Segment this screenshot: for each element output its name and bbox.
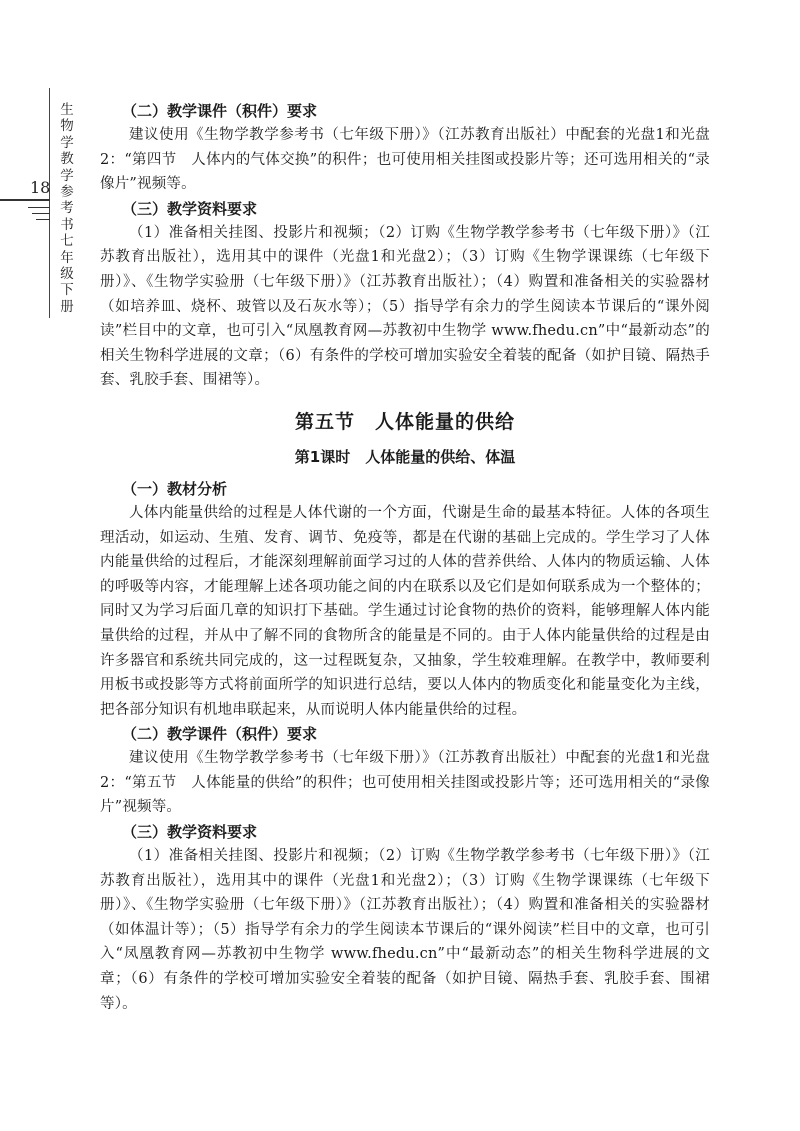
- heading-analysis: （一）教材分析: [122, 479, 228, 498]
- running-head-char: 册: [60, 298, 74, 315]
- running-head-char: 级: [60, 266, 74, 283]
- running-head-char: 七: [60, 233, 74, 250]
- heading-materials: （三）教学资料要求: [122, 823, 258, 842]
- heading-courseware: （二）教学课件（积件）要求: [122, 725, 318, 744]
- running-head-char: 下: [60, 282, 74, 299]
- margin-divider: [49, 88, 50, 318]
- running-head-char: 教: [60, 151, 74, 168]
- running-head-char: 学: [60, 134, 74, 151]
- running-head-char: 学: [60, 167, 74, 184]
- heading-materials: （三）教学资料要求: [122, 199, 258, 218]
- paragraph-courseware: 建议使用《生物学教学参考书（七年级下册）》（江苏教育出版社）中配套的光盘1和光盘2：“第四节 人体内的气体交换”的积件；也可使用相关挂图或投影片等；还可选用相关的“录像片”视频等。: [100, 127, 710, 193]
- section-title: 第五节 人体能量的供给: [294, 410, 515, 433]
- margin-rule: [32, 213, 50, 214]
- running-head-char: 参: [60, 184, 74, 201]
- running-head-char: 书: [60, 216, 74, 233]
- margin-rule: [0, 199, 50, 201]
- running-head-vertical: [58, 102, 76, 315]
- running-head-char: 物: [60, 118, 74, 135]
- margin-rule: [28, 207, 50, 208]
- running-head-char: 年: [60, 249, 74, 266]
- heading-courseware: （二）教学课件（积件）要求: [122, 102, 318, 120]
- running-head-char: 生: [60, 102, 74, 118]
- paragraph-materials: （1）准备相关挂图、投影片和视频；（2）订购《生物学教学参考书（七年级下册）》（江苏教育出版社），选用其中的课件（光盘1和光盘2）；（3）订购《生物学课课练（七年级下册）》、《生物学实验册（七年级下册）》（江苏教育出版社）；（4）购置和准备相关的实验器材（如培养皿、烧杯、玻管以及石灰水等）；（5）指导学有余力的学生阅读本节课后的“课外阅读”栏目中的文章，也可引入“凤凰教育网—苏教初中生物学 www.fhedu.cn”中“最新动态”的相关生物科学进展的文章；（6）有条件的学校可增加实验安全着装的配备（如护目镜、隔热手套、乳胶手套、围裙等）。: [100, 224, 710, 389]
- paragraph-courseware: 建议使用《生物学教学参考书（七年级下册）》（江苏教育出版社）中配套的光盘1和光盘2：“第五节 人体能量的供给”的积件；也可使用相关挂图或投影片等；还可选用相关的“录像片”视频等。: [100, 750, 710, 816]
- margin-rule: [36, 219, 50, 220]
- page-number: 18: [30, 178, 51, 197]
- paragraph-analysis: 人体内能量供给的过程是人体代谢的一个方面，代谢是生命的最基本特征。人体的各项生理活动，如运动、生殖、发育、调节、免疫等，都是在代谢的基础上完成的。学生学习了人体内能量供给的过程后，才能深刻理解前面学习过的人体的营养供给、人体内的物质运输、人体的呼吸等内容，才能理解上述各项功能之间的内在联系以及它们是如何联系成为一个整体的；同时又为学习后面几章的知识打下基础。学生通过讨论食物的热价的资料，能够理解人体内能量供给的过程，并从中了解不同的食物所含的能量是不同的。由于人体内能量供给的过程是由许多器官和系统共同完成的，这一过程既复杂，又抽象，学生较难理解。在教学中，教师要利用板书或投影等方式将前面所学的知识进行总结，要以人体内的物质变化和能量变化为主线，把各部分知识有机地串联起来，从而说明人体内能量供给的过程。: [100, 504, 710, 718]
- running-head-char: 考: [60, 200, 74, 217]
- paragraph-materials: （1）准备相关挂图、投影片和视频；（2）订购《生物学教学参考书（七年级下册）》（江苏教育出版社），选用其中的课件（光盘1和光盘2）；（3）订购《生物学课课练（七年级下册）》、《生物学实验册（七年级下册）》（江苏教育出版社）；（4）购置和准备相关的实验器材（如体温计等）；（5）指导学有余力的学生阅读本节课后的“课外阅读”栏目中的文章，也可引入“凤凰教育网—苏教初中生物学 www.fhedu.cn”中“最新动态”的相关生物科学进展的文章；（6）有条件的学校可增加实验安全着装的配备（如护目镜、隔热手套、乳胶手套、围裙等）。: [100, 848, 710, 1012]
- main-text: [100, 99, 710, 1016]
- lesson-title: 第1课时 人体能量的供给、体温: [294, 447, 516, 466]
